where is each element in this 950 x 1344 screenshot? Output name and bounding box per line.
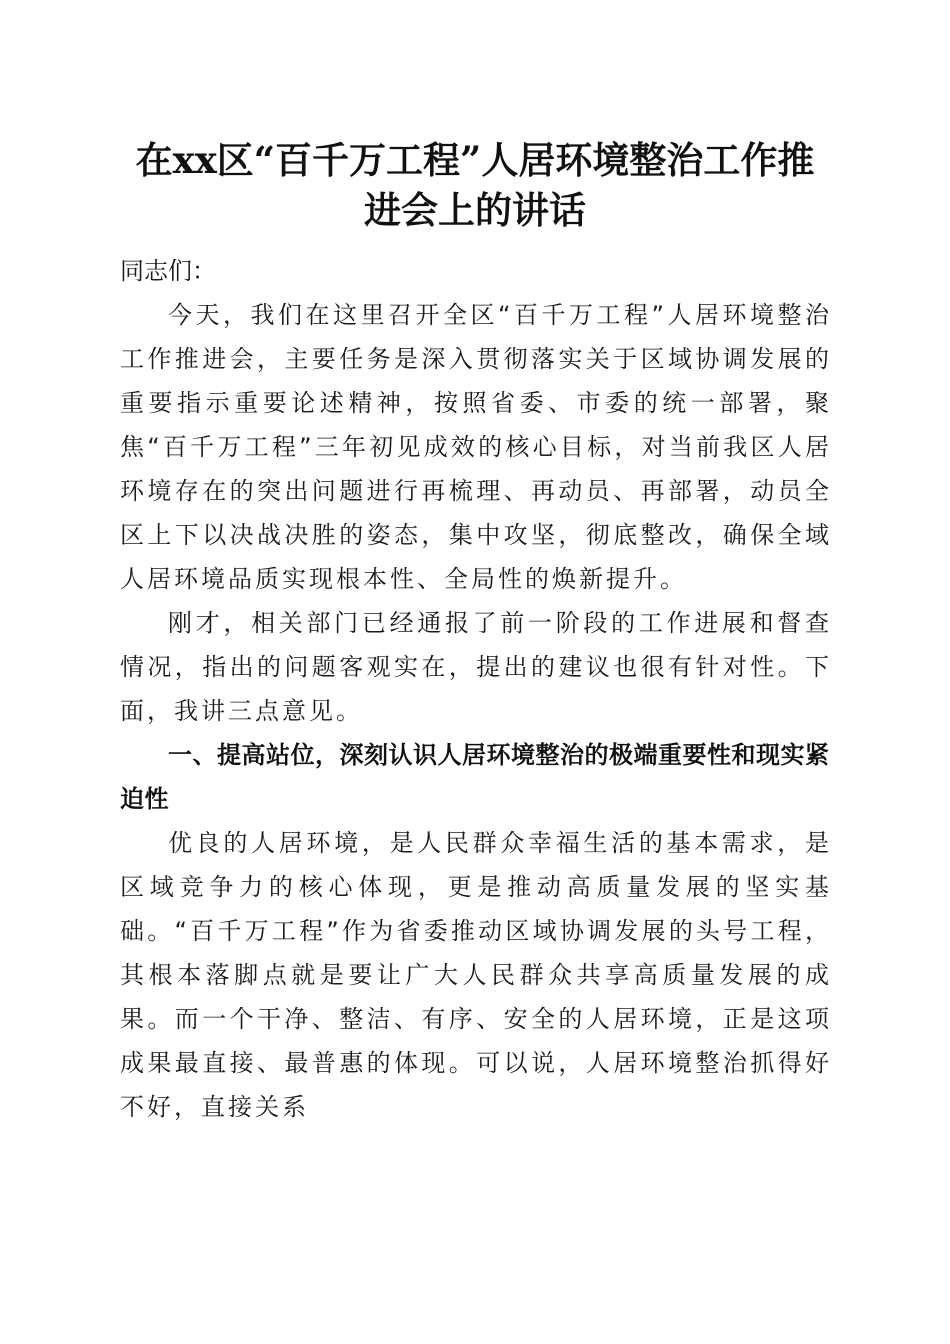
title-line-1: 在xx区“百千万工程”人居环境整治工作推 — [135, 138, 815, 182]
document-body — [120, 249, 832, 1129]
salutation: 同志们： — [120, 257, 216, 285]
document-title — [118, 135, 832, 235]
intro-paragraph: 今天，我们在这里召开全区“百千万工程”人居环境整治工作推进会，主要任务是深入贯彻落实关于区域协调发展的重要指示重要论述精神，按照省委、市委的统一部署，聚焦“百千万工程”三年初见成效的核心目标，对当前我区人居环境存在的突出问题进行再梳理、再动员、再部署，动员全区上下以决战决胜的姿态，集中攻坚，彻底整改，确保全域人居环境品质实现根本性、全局性的焕新提升。 — [120, 301, 832, 593]
section-1-paragraph: 优良的人居环境，是人民群众幸福生活的基本需求，是区域竞争力的核心体现，更是推动高质量发展的坚实基础。“百千万工程”作为省委推动区域协调发展的头号工程，其根本落脚点就是要让广大人民群众共享高质量发展的成果。而一个干净、整洁、有序、安全的人居环境，正是这项成果最直接、最普惠的体现。可以说，人居环境整治抓得好不好，直接关系 — [120, 829, 832, 1121]
title-line-2: 进会上的讲话 — [364, 188, 586, 232]
section-1-heading: 一、提高站位，深刻认识人居环境整治的极端重要性和现实紧迫性 — [120, 741, 830, 813]
transition-paragraph: 刚才，相关部门已经通报了前一阶段的工作进展和督查情况，指出的问题客观实在，提出的建议也很有针对性。下面，我讲三点意见。 — [120, 609, 832, 725]
